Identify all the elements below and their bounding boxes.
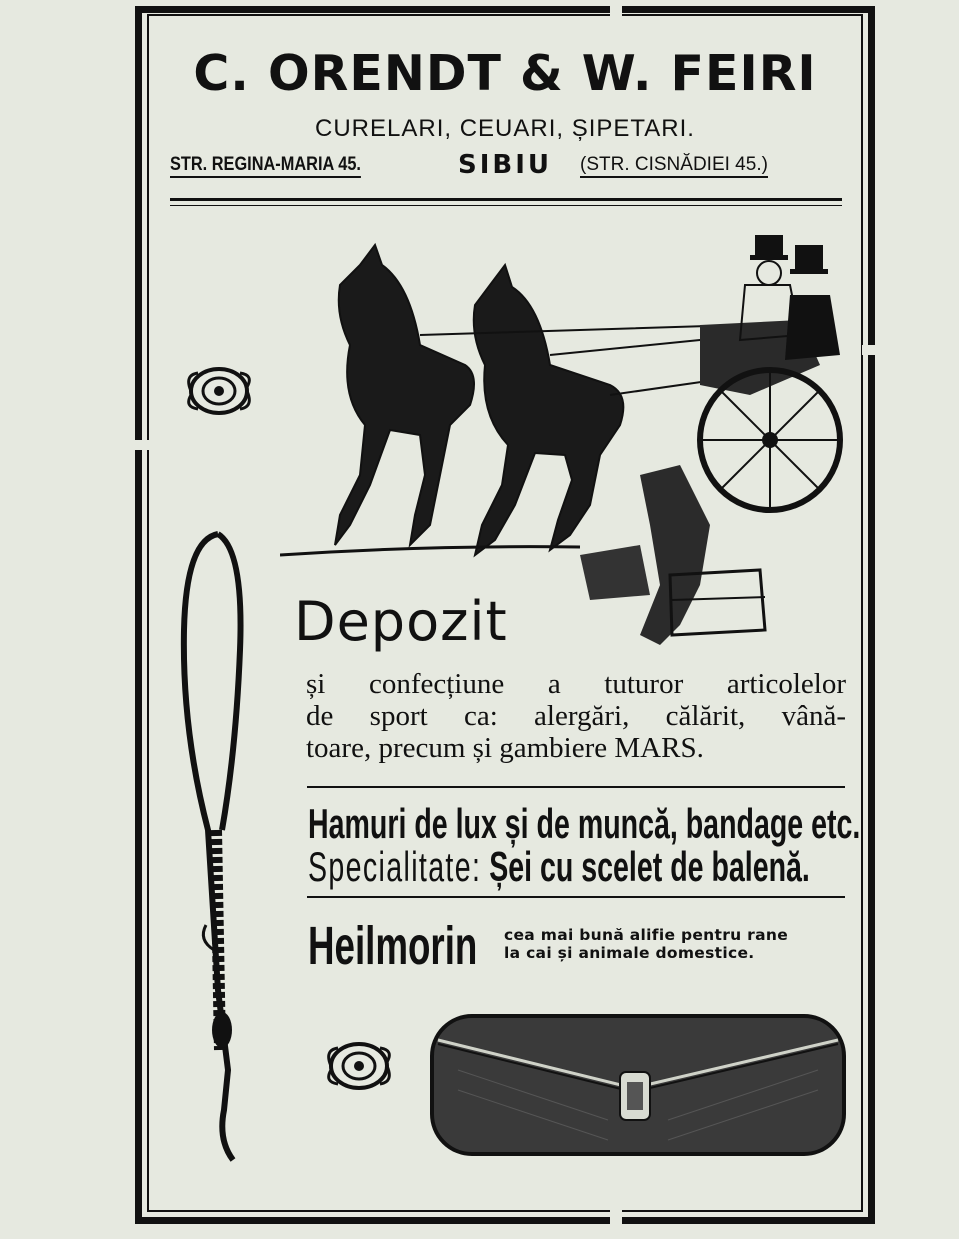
heilmorin-name: Heilmorin: [308, 916, 478, 976]
heilmorin-desc-line: la cai și animale domestice.: [504, 944, 755, 962]
frame-gap: [862, 345, 884, 355]
section-rule: [307, 786, 845, 788]
harness-line: Hamuri de lux și de muncă, bandage etc.: [308, 800, 861, 847]
city-name: SIBIU: [458, 150, 553, 180]
heilmorin-desc-line: cea mai bună alifie pentru rane: [504, 926, 789, 944]
header-rule-thin: [170, 205, 842, 206]
leather-case-illustration: [428, 1010, 848, 1160]
depot-heading: Depozit: [294, 590, 508, 653]
ornament-icon: [186, 365, 252, 417]
specialty-value: Șei cu scelet de balenă.: [489, 843, 810, 890]
frame-gap: [610, 0, 622, 20]
frame-gap: [130, 440, 152, 450]
heilmorin-description: [504, 926, 788, 962]
company-title: C. ORENDT & W. FEIRI: [193, 45, 817, 102]
address-right: (STR. CISNĂDIEI 45.): [580, 154, 768, 178]
specialty-line: [308, 843, 810, 891]
section-rule: [307, 896, 845, 898]
depot-line: toare, precum și gambiere MARS.: [306, 732, 704, 764]
frame-gap: [610, 1210, 622, 1232]
ornament-icon: [326, 1040, 392, 1092]
depot-line: de sport ca: alergări, călărit, vână-: [306, 700, 846, 732]
depot-line: și confecțiune a tuturor articolelor: [306, 668, 846, 700]
header-rule: [170, 198, 842, 201]
riding-whip-illustration: [178, 530, 250, 1170]
address-left: STR. REGINA-MARIA 45.: [170, 154, 361, 178]
depot-description: [306, 668, 846, 764]
trade-subtitle: CURELARI, CEUARI, ȘIPETARI.: [315, 115, 695, 142]
specialty-label: Specialitate:: [308, 843, 482, 890]
